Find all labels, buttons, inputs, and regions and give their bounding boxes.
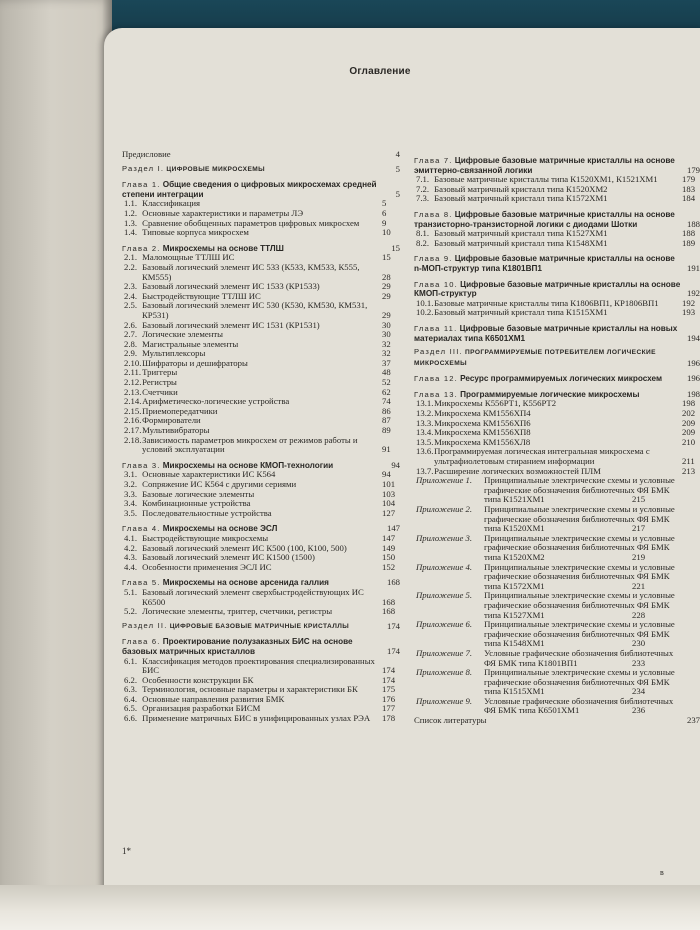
toc-chapter-entry — [414, 254, 700, 273]
subsection-title: Базовые логические элементы — [142, 488, 255, 499]
toc-chapter-entry — [122, 180, 400, 199]
toc-subsection-entry: 2.1. Маломощные ТТЛШ ИС 15 — [124, 252, 391, 263]
toc-subsection-entry: 13.4. Микросхема КМ1556ХП8 209 — [416, 427, 696, 438]
subsection-title: Микросхема КМ1556ХП8 — [434, 427, 531, 438]
subsection-title: Сопряжение ИС К564 с другими сериями — [142, 479, 297, 489]
page-ref: 196 — [686, 357, 700, 368]
subsection-title: Быстродействующие ТТЛШ ИС — [142, 290, 261, 301]
subsection-number: 2.7. — [124, 329, 138, 340]
subsection-title: Быстродействующие микросхемы — [142, 532, 269, 543]
toc-subsection-entry: 6.2. Особенности конструкции БК 174 — [124, 674, 396, 685]
page-ref: 5 — [395, 188, 400, 199]
appendix-number: Приложение 1. — [416, 475, 473, 486]
toc-subsection-entry: 4.2. Базовый логический элемент ИС К500 (100, К100, 500) 149 — [124, 542, 396, 553]
subsection-title: Базовый матричный кристалл типа К1572ХМ1 — [434, 193, 608, 204]
toc-section-entry — [414, 347, 700, 368]
chapter-title: Цифровые базовые матричные кристаллы на основе транзисторно-транзисторной логики с диодами Шотки — [414, 209, 675, 229]
toc-subsection-entry: 1.2. Основные характеристики и параметры ЛЭ 6 — [124, 207, 387, 218]
subsection-title: Классификация методов проектирования специализированных БИС — [142, 655, 375, 676]
subsection-number: 13.1. — [416, 398, 434, 409]
subsection-number: 7.2. — [416, 183, 430, 194]
subsection-title: Микросхемы К556РТ1, К556РТ2 — [434, 398, 557, 409]
subsection-title: Микросхема КМ1556ХП4 — [434, 408, 531, 419]
subsection-title: Базовый матричный кристалл типа К1527ХМ1 — [434, 228, 608, 239]
corner-mark: в — [660, 868, 664, 877]
subsection-number: 3.1. — [124, 469, 138, 480]
page-ref: 15 — [391, 242, 400, 253]
subsection-number: 2.17. — [124, 425, 142, 436]
entry-title: Предисловие — [122, 149, 171, 159]
toc-subsection-entry: 2.3. Базовый логический элемент ИС 1533 (КР1533) 29 — [124, 281, 391, 292]
toc-subsection-entry: 2.4. Быстродействующие ТТЛШ ИС 29 — [124, 290, 391, 301]
toc-subsection-entry: 8.1. Базовый матричный кристалл типа К1527ХМ1 188 — [416, 228, 696, 239]
section-number: Раздел II. — [122, 620, 168, 630]
appendix-title: Принципиальные электрические схемы и условные графические обозначения библиотечных ФЯ БМК типа К1520ХМ1 — [484, 504, 675, 534]
subsection-number: 6.2. — [124, 674, 138, 685]
subsection-title: Шифраторы и дешифраторы — [142, 357, 248, 368]
toc-appendix-entry: Приложение 8. Принципиальные электрические схемы и условные графические обозначения библиотечных ФЯ БМК типа К1515ХМ1 234 — [416, 667, 675, 697]
chapter-number: Глава 13. — [414, 389, 458, 399]
subsection-title: Базовый логический элемент ИС 533 (К533, КМ533, К555, КМ555) — [142, 261, 360, 282]
chapter-title: Общие сведения о цифровых микросхемах средней степени интеграции — [122, 180, 377, 199]
page-title: Оглавление — [349, 66, 411, 77]
subsection-title: Базовый логический элемент ИС 1533 (КР1533) — [142, 281, 320, 292]
toc-subsection-entry: 5.2. Логические элементы, триггер, счетчики, регистры 168 — [124, 606, 396, 617]
chapter-number: Глава 5. — [122, 578, 161, 588]
toc-appendix-entry: Приложение 9. Условные графические обозначения библиотечных ФЯ БМК типа К6501ХМ1 236 — [416, 695, 674, 716]
subsection-number: 6.3. — [124, 684, 138, 695]
subsection-title: Основные характеристики ИС К564 — [142, 469, 276, 480]
chapter-number: Глава 8. — [414, 209, 453, 219]
toc-subsection-entry: 1.3. Сравнение обобщенных параметров цифровых микросхем 9 — [124, 217, 387, 228]
chapter-number: Глава 3. — [122, 460, 161, 470]
toc-appendix-entry: Приложение 7. Условные графические обозначения библиотечных ФЯ БМК типа К1801ВП1 233 — [416, 647, 674, 668]
subsection-number: 3.4. — [124, 498, 138, 509]
appendix-number: Приложение 4. — [416, 561, 473, 572]
subsection-title: Программируемая логическая интегральная микросхема с ультрафиолетовым стиранием информации — [434, 446, 650, 467]
section-title: ПРОГРАММИРУЕМЫЕ ПОТРЕБИТЕЛЕМ ЛОГИЧЕСКИЕ МИКРОСХЕМЫ — [414, 349, 656, 367]
subsection-number: 7.1. — [416, 174, 430, 185]
toc-section-entry — [122, 164, 400, 175]
toc-subsection-entry: 2.8. Магистральные элементы 32 — [124, 338, 391, 349]
page-ref: 188 — [686, 218, 700, 229]
subsection-number: 13.4. — [416, 427, 434, 438]
subsection-number: 1.3. — [124, 217, 138, 228]
page-ref: 174 — [386, 645, 400, 656]
subsection-title: Комбинационные устройства — [142, 498, 251, 509]
appendix-title: Принципиальные электрические схемы и условные графические обозначения библиотечных ФЯ БМК типа К1521ХМ1 — [484, 475, 675, 505]
toc-subsection-entry: 2.16. Формирователи 87 — [124, 415, 391, 426]
toc-subsection-entry: 1.1. Классификация 5 — [124, 198, 387, 209]
toc-appendix-entry: Приложение 6. Принципиальные электрические схемы и условные графические обозначения библиотечных ФЯ БМК типа К1548ХМ1 230 — [416, 619, 675, 649]
appendix-number: Приложение 9. — [416, 695, 473, 706]
page-ref: 198 — [686, 388, 700, 399]
appendix-number: Приложение 7. — [416, 647, 473, 658]
toc-section-entry — [122, 621, 400, 632]
chapter-title: Цифровые базовые матричные кристаллы на основе эмиттерно-связанной логики — [414, 156, 675, 175]
subsection-number: 2.9. — [124, 348, 138, 359]
subsection-title: Базовый логический элемент ИС 1531 (КР1531) — [142, 319, 320, 330]
toc-subsection-entry: 2.6. Базовый логический элемент ИС 1531 (КР1531) 30 — [124, 319, 391, 330]
appendix-number: Приложение 2. — [416, 504, 473, 514]
toc-appendix-entry: Приложение 2. Принципиальные электрические схемы и условные графические обозначения библиотечных ФЯ БМК типа К1520ХМ1 217 — [416, 504, 675, 534]
toc-entry — [122, 150, 400, 160]
toc-subsection-entry: 2.12. Регистры 52 — [124, 377, 391, 388]
toc-subsection-entry: 2.17. Мультивибраторы 89 — [124, 425, 391, 436]
subsection-number: 4.2. — [124, 542, 138, 553]
subsection-title: Логические элементы, триггер, счетчики, регистры — [142, 606, 333, 617]
toc-left-column — [122, 150, 400, 724]
toc-subsection-entry: 6.5. Организация разработки БИСМ 177 — [124, 703, 396, 714]
appendix-title: Принципиальные электрические схемы и условные графические обозначения библиотечных ФЯ БМК типа К1527ХМ1 — [484, 590, 675, 620]
subsection-number: 4.4. — [124, 561, 138, 572]
toc-subsection-entry: 2.5. Базовый логический элемент ИС 530 (К530, КМ530, КМ531, КР531) 29 — [124, 300, 391, 320]
subsection-number: 2.10. — [124, 357, 142, 368]
subsection-title: Особенности применения ЭСЛ ИС — [142, 561, 272, 572]
toc-subsection-entry: 2.13. Счетчики 62 — [124, 386, 391, 397]
subsection-title: Типовые корпуса микросхем — [142, 227, 249, 238]
section-title: ЦИФРОВЫЕ МИКРОСХЕМЫ — [166, 165, 266, 173]
subsection-number: 2.15. — [124, 405, 142, 416]
appendix-title: Условные графические обозначения библиотечных ФЯ БМК типа К6501ХМ1 — [484, 695, 674, 716]
chapter-title: Программируемые логические микросхемы — [460, 389, 640, 399]
subsection-number: 8.2. — [416, 237, 430, 248]
subsection-number: 2.5. — [124, 300, 138, 311]
subsection-number: 13.5. — [416, 436, 434, 447]
toc-subsection-entry: 2.11. Триггеры 48 — [124, 367, 391, 378]
subsection-title: Счетчики — [142, 386, 178, 397]
appendix-title: Принципиальные электрические схемы и условные графические обозначения библиотечных ФЯ БМК типа К1515ХМ1 — [484, 667, 675, 697]
subsection-title: Арифметическо-логические устройства — [142, 396, 290, 407]
subsection-title: Магистральные элементы — [142, 338, 239, 349]
appendix-title: Принципиальные электрические схемы и условные графические обозначения библиотечных ФЯ БМК типа К1548ХМ1 — [484, 619, 675, 649]
page-ref: 147 — [386, 523, 400, 534]
subsection-title: Последовательностные устройства — [142, 507, 272, 518]
appendix-number: Приложение 5. — [416, 590, 473, 601]
subsection-title: Зависимость параметров микросхем от режимов работы и условий эксплуатации — [142, 434, 358, 455]
appendix-title: Принципиальные электрические схемы и условные графические обозначения библиотечных ФЯ БМК типа К1520ХМ2 — [484, 532, 675, 562]
chapter-title: Микросхемы на основе ЭСЛ — [162, 524, 278, 534]
subsection-number: 2.2. — [124, 261, 138, 272]
toc-subsection-entry: 8.2. Базовый матричный кристалл типа К1548ХМ1 189 — [416, 237, 696, 248]
page-ref: 174 — [386, 620, 400, 631]
subsection-number: 10.1. — [416, 297, 434, 308]
toc-appendix-entry: Приложение 4. Принципиальные электрические схемы и условные графические обозначения библиотечных ФЯ БМК типа К1572ХМ1 221 — [416, 561, 675, 591]
subsection-title: Мультивибраторы — [142, 425, 210, 436]
toc-subsection-entry: 3.1. Основные характеристики ИС К564 94 — [124, 469, 391, 480]
page-ref: 168 — [386, 577, 400, 588]
toc-subsection-entry: 4.3. Базовый логический элемент ИС К1500 (1500) 150 — [124, 552, 396, 563]
toc-subsection-entry: 2.7. Логические элементы 30 — [124, 329, 391, 340]
page-ref: 194 — [686, 332, 700, 343]
subsection-number: 2.3. — [124, 281, 138, 292]
subsection-number: 2.16. — [124, 415, 142, 426]
toc-subsection-entry: 7.2. Базовый матричный кристалл типа К1520ХМ2 183 — [416, 183, 696, 194]
toc-subsection-entry: 3.3. Базовые логические элементы 103 — [124, 488, 396, 499]
page-ref: 5 — [395, 163, 400, 174]
subsection-number: 3.3. — [124, 488, 138, 499]
book-bottom-edge — [0, 885, 700, 930]
subsection-number: 6.6. — [124, 713, 138, 724]
section-number: Раздел III. — [414, 347, 463, 357]
toc-subsection-entry: 6.1. Классификация методов проектирования специализированных БИС 174 — [124, 655, 396, 676]
subsection-title: Формирователи — [142, 415, 201, 426]
chapter-number: Глава 1. — [122, 180, 161, 190]
subsection-number: 3.2. — [124, 479, 138, 489]
subsection-title: Базовый логический элемент сверхбыстродействующих ИС К6500 — [142, 586, 364, 607]
left-page-edge — [0, 0, 112, 930]
appendix-title: Условные графические обозначения библиотечных ФЯ БМК типа К1801ВП1 — [484, 647, 674, 668]
subsection-number: 1.4. — [124, 227, 138, 238]
subsection-title: Основные характеристики и параметры ЛЭ — [142, 207, 304, 218]
chapter-number: Глава 4. — [122, 524, 161, 534]
subsection-title: Микросхема КМ1556ХП6 — [434, 417, 531, 428]
toc-subsection-entry: 2.10. Шифраторы и дешифраторы 37 — [124, 357, 391, 368]
toc-subsection-entry: 6.3. Терминология, основные параметры и характеристики БК 175 — [124, 684, 396, 695]
subsection-number: 2.12. — [124, 377, 142, 388]
subsection-number: 1.1. — [124, 198, 138, 209]
subsection-number: 13.6. — [416, 446, 434, 457]
toc-subsection-entry: 13.5. Микросхема КМ1556ХЛ8 210 — [416, 436, 696, 447]
toc-subsection-entry: 6.4. Основные направления развития БМК 176 — [124, 693, 396, 704]
subsection-number: 2.11. — [124, 367, 142, 378]
toc-subsection-entry: 2.14. Арифметическо-логические устройства 74 — [124, 396, 391, 407]
toc-subsection-entry: 3.4. Комбинационные устройства 104 — [124, 498, 396, 509]
chapter-number: Глава 10. — [414, 279, 458, 289]
subsection-title: Базовый матричный кристалл типа К1520ХМ2 — [434, 183, 608, 194]
chapter-number: Глава 2. — [122, 243, 161, 253]
subsection-number: 13.3. — [416, 417, 434, 428]
appendix-number: Приложение 3. — [416, 532, 473, 543]
section-title: ЦИФРОВЫЕ БАЗОВЫЕ МАТРИЧНЫЕ КРИСТАЛЛЫ — [169, 622, 350, 630]
toc-subsection-entry: 13.3. Микросхема КМ1556ХП6 209 — [416, 417, 696, 428]
appendix-number: Приложение 6. — [416, 619, 473, 630]
appendix-number: Приложение 8. — [416, 667, 473, 678]
toc-subsection-entry: 7.1. Базовые матричные кристаллы типа К1520ХМ1, К1521ХМ1 179 — [416, 174, 696, 185]
toc-chapter-entry — [122, 637, 400, 656]
page-ref: 4 — [395, 149, 400, 159]
toc-chapter-entry — [414, 156, 700, 175]
section-number: Раздел I. — [122, 163, 165, 173]
subsection-title: Логические элементы — [142, 329, 223, 340]
subsection-title: Маломощные ТТЛШ ИС — [142, 252, 235, 263]
entry-title: Список литературы — [414, 715, 487, 726]
signature-mark: 1* — [122, 846, 131, 856]
chapter-number: Глава 12. — [414, 374, 458, 384]
subsection-title: Базовый логический элемент ИС 530 (К530, КМ530, КМ531, КР531) — [142, 300, 368, 320]
subsection-number: 2.13. — [124, 386, 142, 397]
subsection-number: 5.2. — [124, 606, 138, 617]
subsection-number: 13.2. — [416, 408, 434, 419]
toc-appendix-entry: Приложение 1. Принципиальные электрические схемы и условные графические обозначения библиотечных ФЯ БМК типа К1521ХМ1 215 — [416, 475, 675, 505]
page-ref: 191 — [686, 262, 700, 273]
appendix-title: Принципиальные электрические схемы и условные графические обозначения библиотечных ФЯ БМК типа К1572ХМ1 — [484, 561, 675, 591]
subsection-number: 8.1. — [416, 228, 430, 239]
subsection-title: Базовый логический элемент ИС К1500 (1500) — [142, 552, 315, 563]
chapter-number: Глава 9. — [414, 254, 453, 264]
chapter-title: Микросхемы на основе арсенида галлия — [162, 578, 329, 588]
subsection-title: Терминология, основные параметры и характеристики БК — [142, 684, 358, 695]
chapter-title: Ресурс программируемых логических микросхем — [460, 374, 663, 384]
subsection-title: Расширение логических возможностей ПЛМ — [434, 465, 601, 476]
subsection-number: 2.6. — [124, 319, 138, 330]
chapter-title: Микросхемы на основе КМОП-технологии — [162, 460, 334, 470]
subsection-title: Базовый логический элемент ИС К500 (100, К100, 500) — [142, 542, 347, 553]
toc-subsection-entry: 3.5. Последовательностные устройства 127 — [124, 507, 396, 518]
toc-chapter-entry — [414, 374, 700, 384]
subsection-number: 6.5. — [124, 703, 138, 714]
subsection-title: Регистры — [142, 377, 177, 388]
toc-subsection-entry: 13.1. Микросхемы К556РТ1, К556РТ2 198 — [416, 398, 696, 409]
subsection-title: Применение матричных БИС в унифицированных узлах РЭА — [142, 713, 371, 724]
chapter-number: Глава 6. — [122, 637, 161, 647]
toc-subsection-entry: 2.18. Зависимость параметров микросхем от режимов работы и условий эксплуатации 91 — [124, 434, 391, 455]
toc-chapter-entry — [414, 324, 700, 343]
toc-subsection-entry: 2.9. Мультиплексоры 32 — [124, 348, 391, 359]
toc-subsection-entry: 10.1. Базовые матричные кристаллы типа К1806ВП1, КР1806ВП1 192 — [416, 297, 696, 308]
subsection-title: Базовый матричный кристалл типа К1515ХМ1 — [434, 307, 608, 318]
subsection-number: 2.8. — [124, 338, 138, 349]
subsection-number: 2.18. — [124, 434, 142, 445]
toc-subsection-entry: 2.2. Базовый логический элемент ИС 533 (К533, КМ533, К555, КМ555) 28 — [124, 261, 391, 282]
toc-subsection-entry: 13.2. Микросхема КМ1556ХП4 202 — [416, 408, 696, 419]
chapter-title: Цифровые базовые матричные кристаллы на основе КМОП-структур — [414, 279, 681, 299]
subsection-title: Сравнение обобщенных параметров цифровых микросхем — [142, 217, 360, 228]
page-ref: 196 — [686, 373, 700, 384]
subsection-number: 4.1. — [124, 532, 138, 543]
page-ref: 192 — [686, 288, 700, 299]
subsection-number: 13.7. — [416, 465, 434, 476]
toc-right-column — [414, 150, 700, 726]
page-ref: 94 — [391, 459, 400, 470]
subsection-number: 2.14. — [124, 396, 142, 407]
subsection-number: 6.4. — [124, 693, 138, 704]
toc-subsection-entry: 13.7. Расширение логических возможностей ПЛМ 213 — [416, 465, 696, 476]
toc-subsection-entry: 2.15. Приемопередатчики 86 — [124, 405, 391, 416]
subsection-number: 5.1. — [124, 586, 138, 597]
toc-subsection-entry: 3.2. Сопряжение ИС К564 с другими сериями 101 — [124, 479, 396, 489]
subsection-number: 2.1. — [124, 252, 138, 263]
subsection-title: Базовый матричный кристалл типа К1548ХМ1 — [434, 237, 608, 248]
toc-subsection-entry: 6.6. Применение матричных БИС в унифицированных узлах РЭА 178 — [124, 713, 396, 724]
toc-entry — [414, 716, 700, 726]
toc-subsection-entry: 5.1. Базовый логический элемент сверхбыстродействующих ИС К6500 168 — [124, 586, 396, 607]
subsection-number: 3.5. — [124, 507, 138, 518]
toc-appendix-entry: Приложение 5. Принципиальные электрические схемы и условные графические обозначения библиотечных ФЯ БМК типа К1527ХМ1 228 — [416, 590, 675, 620]
subsection-title: Особенности конструкции БК — [142, 674, 254, 685]
toc-subsection-entry: 10.2. Базовый матричный кристалл типа К1515ХМ1 193 — [416, 307, 696, 318]
subsection-title: Базовые матричные кристаллы типа К1520ХМ1, К1521ХМ1 — [434, 174, 658, 185]
chapter-title: Цифровые базовые матричные кристаллы на основе n-МОП-структур типа К1801ВП1 — [414, 254, 675, 273]
toc-subsection-entry: 4.4. Особенности применения ЭСЛ ИС 152 — [124, 561, 396, 572]
subsection-number: 7.3. — [416, 193, 430, 204]
chapter-number: Глава 11. — [414, 323, 458, 333]
subsection-number: 4.3. — [124, 552, 138, 563]
subsection-title: Приемопередатчики — [142, 405, 218, 416]
chapter-title: Микросхемы на основе ТТЛШ — [162, 243, 284, 253]
toc-chapter-entry — [414, 280, 700, 299]
subsection-title: Классификация — [142, 198, 201, 209]
page-ref: 237 — [686, 715, 700, 726]
subsection-title: Организация разработки БИСМ — [142, 703, 261, 714]
subsection-number: 2.4. — [124, 290, 138, 301]
chapter-title: Цифровые базовые матричные кристаллы на новых материалах типа К6501ХМ1 — [414, 323, 678, 343]
subsection-number: 1.2. — [124, 207, 138, 218]
subsection-number: 10.2. — [416, 307, 434, 318]
toc-subsection-entry: 13.6. Программируемая логическая интегральная микросхема с ультрафиолетовым стиранием информации 211 — [416, 446, 695, 467]
subsection-title: Основные направления развития БМК — [142, 693, 285, 704]
page-ref: 179 — [686, 164, 700, 175]
toc-subsection-entry: 1.4. Типовые корпуса микросхем 10 — [124, 227, 391, 238]
subsection-title: Микросхема КМ1556ХЛ8 — [434, 436, 531, 447]
subsection-number: 6.1. — [124, 655, 138, 666]
toc-subsection-entry: 7.3. Базовый матричный кристалл типа К1572ХМ1 184 — [416, 193, 696, 204]
chapter-number: Глава 7. — [414, 156, 453, 165]
subsection-title: Мультиплексоры — [142, 348, 206, 359]
toc-subsection-entry: 4.1. Быстродействующие микросхемы 147 — [124, 532, 396, 543]
toc-chapter-entry — [414, 210, 700, 229]
subsection-title: Базовые матричные кристаллы типа К1806ВП1, КР1806ВП1 — [434, 297, 659, 308]
chapter-title: Проектирование полузаказных БИС на основе базовых матричных кристаллов — [122, 637, 353, 656]
subsection-title: Триггеры — [142, 367, 178, 378]
toc-appendix-entry: Приложение 3. Принципиальные электрические схемы и условные графические обозначения библиотечных ФЯ БМК типа К1520ХМ2 219 — [416, 532, 675, 562]
